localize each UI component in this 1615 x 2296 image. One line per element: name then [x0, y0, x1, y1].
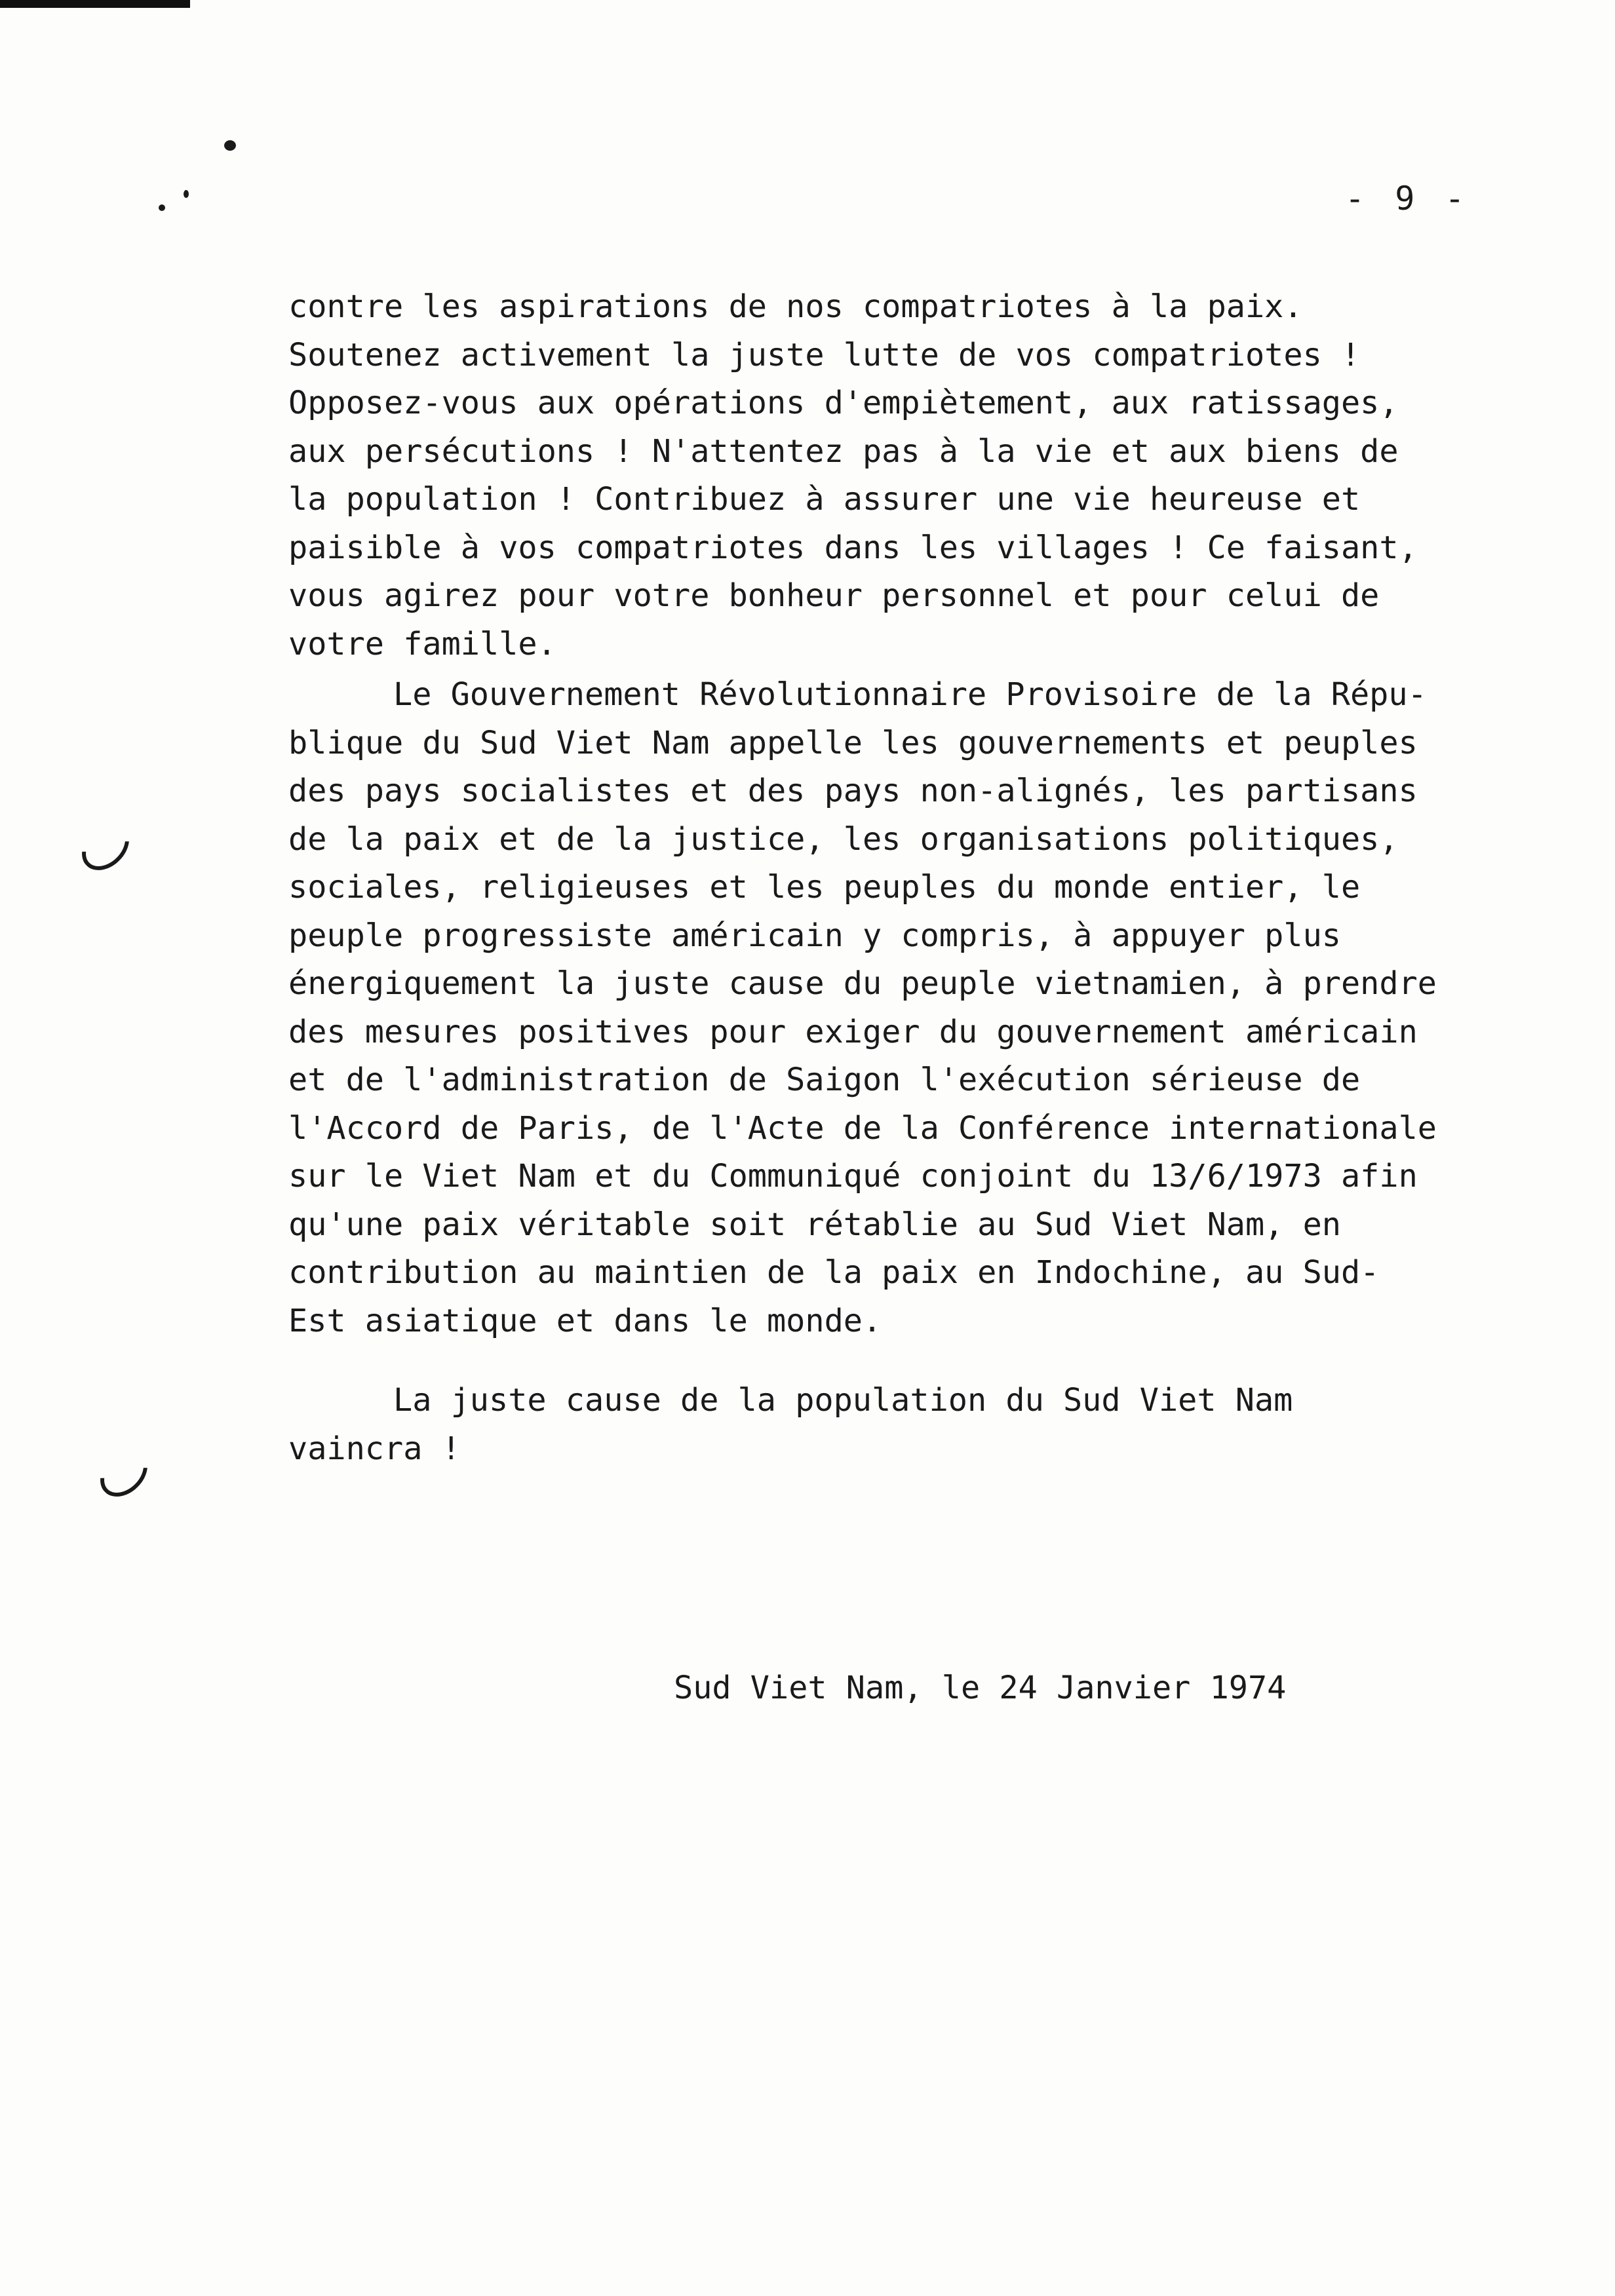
text-line: sur le Viet Nam et du Communiqué conjoint du 13/6/1973 afin: [288, 1158, 1418, 1195]
text-line: vaincra !: [288, 1430, 461, 1467]
text-line: et de l'administration de Saigon l'exécution sérieuse de: [288, 1062, 1361, 1098]
text-line: de la paix et de la justice, les organisations politiques,: [288, 820, 1399, 858]
ink-speck: [184, 190, 189, 198]
text-line: votre famille.: [288, 625, 556, 662]
page-number: - 9 -: [1345, 180, 1470, 218]
punch-hole-mark: [73, 814, 138, 879]
text-line: Soutenez activement la juste lutte de vos compatriotes !: [288, 336, 1361, 373]
text-line: contribution au maintien de la paix en Indochine, au Sud-: [288, 1254, 1380, 1291]
text-line: qu'une paix véritable soit rétablie au Sud Viet Nam, en: [288, 1206, 1341, 1243]
punch-hole-mark: [91, 1440, 157, 1506]
ink-speck: [224, 140, 236, 151]
text-line: Le Gouvernement Révolutionnaire Provisoire de la Répu-: [393, 676, 1427, 713]
top-edge-mark: [0, 0, 190, 8]
text-line: vous agirez pour votre bonheur personnel et pour celui de: [288, 577, 1380, 614]
paragraph-appeal-to-soldiers: [288, 283, 1521, 668]
paragraph-closing-slogan: [288, 1377, 1521, 1473]
body-text: [288, 283, 1521, 1473]
text-line: l'Accord de Paris, de l'Acte de la Conférence internationale: [288, 1109, 1437, 1147]
text-line: paisible à vos compatriotes dans les villages ! Ce faisant,: [288, 529, 1418, 566]
text-line: aux persécutions ! N'attentez pas à la vie et aux biens de: [288, 432, 1399, 470]
text-line: La juste cause de la population du Sud Viet Nam: [393, 1382, 1293, 1419]
text-line: sociales, religieuses et les peuples du monde entier, le: [288, 869, 1361, 906]
text-line: contre les aspirations de nos compatriotes à la paix.: [288, 288, 1303, 325]
text-line: des pays socialistes et des pays non-alignés, les partisans: [288, 773, 1418, 809]
text-line: Est asiatique et dans le monde.: [288, 1302, 882, 1339]
paragraph-government-appeal: [288, 671, 1521, 1345]
text-line: peuple progressiste américain y compris, à appuyer plus: [288, 917, 1341, 954]
ink-speck: [159, 204, 165, 211]
text-line: Opposez-vous aux opérations d'empiètement, aux ratissages,: [288, 385, 1399, 421]
text-line: énergiquement la juste cause du peuple vietnamien, à prendre: [288, 965, 1437, 1002]
text-line: la population ! Contribuez à assurer une vie heureuse et: [288, 481, 1361, 518]
place-and-date: Sud Viet Nam, le 24 Janvier 1974: [674, 1670, 1287, 1706]
text-line: des mesures positives pour exiger du gouvernement américain: [288, 1013, 1418, 1050]
text-line: blique du Sud Viet Nam appelle les gouvernements et peuples: [288, 724, 1418, 761]
